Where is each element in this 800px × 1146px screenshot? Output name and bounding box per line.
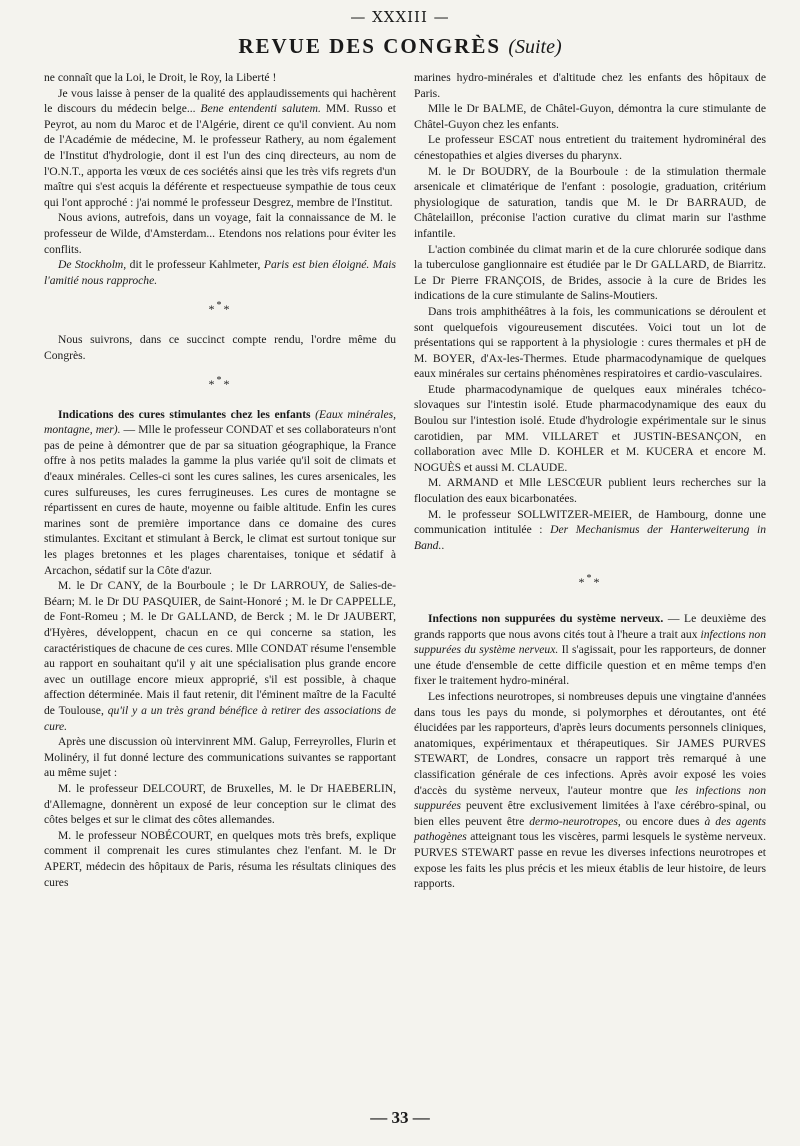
text-run: M. le professeur SOLLWITZER-MEIER, de Hambourg, donne une communication intitulée : <box>414 507 766 537</box>
paragraph: ne connaît que la Loi, le Droit, le Roy, la Liberté ! <box>44 71 277 84</box>
text-run: M. le Dr CANY, de la Bourboule ; le Dr LARROUY, de Salies-de-Béarn; M. le Dr DU PASQUIER, de Saint-Honoré ; M. le Dr CAPPELLE, de Font-Romeu ; M. le Dr GALLAND, de Berck ; M. le Dr JAUBERT, d'Hyères, développent, chacun en ce qui concerne sa station, les caractéristiques de chacune de ces cures. Mlle CONDAT résume l'ensemble au rapport en souhaitant qu'il y ait une spécialisation plus grande encore avec un outillage encore mieux approprié, s'il est possible, à chaque affection déterminée. Mais il faut retenir, dit l'éminent maître de la Faculté de Toulouse, <box>44 579 396 717</box>
page-number-bottom: — 33 — <box>370 1108 430 1127</box>
paragraph: Nous avions, autrefois, dans un voyage, fait la connaissance de M. le professeur de Wilde, d'Amsterdam... Etendons nos relations pour éviter les conflits. <box>44 211 396 256</box>
text-run-italic: infections non suppurées du système nerveux. <box>414 627 766 657</box>
paragraph: M. ARMAND et Mlle LESCŒUR publient leurs recherches sur la floculation des eaux bicarbonatées. <box>414 476 766 506</box>
section-heading: Infections non suppurées du système nerveux. <box>428 612 664 625</box>
paragraph <box>44 86 396 211</box>
text-run-italic: Bene entendenti salutem. <box>200 102 321 116</box>
paragraph: Nous suivrons, dans ce succinct compte rendu, l'ordre même du Congrès. <box>44 332 396 362</box>
text-run: peuvent être exclusivement limitées à l'axe cérébro-spinal, ou bien elles peuvent être <box>414 799 766 828</box>
paragraph: Après une discussion où intervinrent MM. Galup, Ferreyrolles, Flurin et Molinéry, il fut donné lecture des communications suivantes se rapportant au même sujet : <box>44 735 396 780</box>
paragraph: Etude pharmacodynamique de quelques eaux minérales tchéco-slovaques sur l'intestin isolé. Etude pharmacodynamique des eaux du Boulou sur l'intestion isolé. Etude d'hydrologie expérimentale sur le sinus carotidien, par MM. VILLARET et JUSTIN-BESANÇON, en collaboration avec Mlle D. KOHLER et M. KUCERA et encore M. NOGUÈS et aussi M. CLAUDE. <box>414 382 766 474</box>
text-run: . <box>441 538 445 552</box>
text-run-italic: (Eaux minérales, montagne, mer). <box>44 407 396 437</box>
paragraph: M. le Dr BOUDRY, de la Bourboule : de la stimulation thermale arsenicale et climatérique de l'enfant : posologie, graduation, critérium physiologique de saturation, tandis que M. le Dr BARRAUD, de Châtelaillon, préconise l'action curative du climat marin sur l'asthme infantile. <box>414 164 766 240</box>
text-run-italic: Paris est bien éloigné. Mais l'amitié nous rapproche. <box>44 258 396 287</box>
text-run-italic: De Stockholm, <box>58 258 127 272</box>
paragraph <box>44 407 396 579</box>
text-run-italic: les infections non suppurées <box>414 783 766 813</box>
text-run-italic: qu'il y a un très grand bénéfice à retirer des associations de cure. <box>44 703 396 733</box>
paragraph: Dans trois amphithéâtres à la fois, les communications se déroulent et sont quelquefois vigoureusement discutées. Voici tout un lot de présentations qui se rapportent à la physiologie : cures thermales et pH de M. BOYER, d'Ax-les-Thermes. Etude pharmacodynamique de quelques eaux minérales sur certains phénomènes respiratoires et cardio-vasculaires. <box>414 304 766 381</box>
text-run: dit le professeur Kahlmeter, <box>126 258 264 272</box>
paragraph: Le professeur ESCAT nous entretient du traitement hydrominéral des cénestopathies et algies diverses du pharynx. <box>414 133 766 162</box>
page-number-top: — XXXIII — <box>350 8 450 26</box>
paragraph <box>44 578 396 734</box>
paragraph: M. le professeur DELCOURT, de Bruxelles, M. le Dr HAEBERLIN, d'Allemagne, donnèrent un exposé de leur conception sur le climat des côtes belges et sur le climat des côtes allemandes. <box>44 781 396 827</box>
section-separator: *** <box>578 573 602 590</box>
running-title <box>0 34 800 59</box>
paragraph <box>414 689 766 892</box>
text-run-italic: dermo-neurotropes <box>529 814 618 828</box>
left-column <box>44 70 396 890</box>
running-title-suite: (Suite) <box>508 36 562 58</box>
paragraph: Mlle le Dr BALME, de Châtel-Guyon, démontra la cure stimulante de Châtel-Guyon chez les enfants. <box>414 102 766 131</box>
section-separator: *** <box>208 375 232 392</box>
text-run: — Mlle le professeur CONDAT et ses collaborateurs n'ont pas de peine à démontrer que de par sa situation géographique, la France offre à nos petits malades la gamme la plus variée qu'il soit de climats et d'eaux minérales. Celles-ci sont les cures salines, les cures arsenicales, les cures sulfureuses, les cures ferrugineuses. Les cures de montagne se répartissent en cures de haute, moyenne ou faible altitude. Enfin les cures marines sont de première importance dans ce domaine des cures stimulantes. Excitant et stimulant à Berck, le climat est surtout tonique sur les plages bretonnes et les plages charentaises, tonique et sédatif à Arcachon, sédatif sur la Côte d'azur. <box>44 423 396 577</box>
text-run: Je vous laisse à penser de la qualité des applaudissements qui hachèrent le discours du médecin belge... <box>44 86 396 116</box>
right-column <box>414 70 766 892</box>
paragraph <box>414 611 766 689</box>
section-separator: *** <box>208 300 232 317</box>
text-run: atteignant tous les viscères, parmi lesquels le système nerveux. PURVES STEWART passe en revue les diverses infections neurotropes et expose les faits les plus précis et les mieux établis de leur histoire, de leurs rapports. <box>414 830 766 891</box>
running-title-text: REVUE DES CONGRÈS <box>238 34 502 58</box>
paragraph: L'action combinée du climat marin et de la cure chlorurée sodique dans la tuberculose ganglionnaire est étudiée par le Dr GALLARD, de Biarritz. Le Dr Pierre FRANÇOIS, de Brides, associe à la cure de Brides les indications de la cure stimulante de Salins-Moutiers. <box>414 242 766 303</box>
text-run: Il s'agissait, pour les rapporteurs, de donner une étude d'ensemble de cette difficile question et en même temps d'en fixer le traitement hydro-minéral. <box>414 643 766 688</box>
text-run: — Le deuxième des grands rapports que nous avons cités tout à l'heure a trait aux <box>414 612 766 641</box>
section-heading: Indications des cures stimulantes chez les enfants <box>58 407 311 421</box>
text-run: Les infections neurotropes, si nombreuses depuis une vingtaine d'années dans tous les pays du monde, si polymorphes et déroutantes, ont été élucidées par les rapporteurs, d'après leurs documents personnels cliniques, anatomiques, expérimentaux et thérapeutiques. Sir JAMES PURVES STEWART, de Londres, consacre un rapport très remarqué à une classification générale de ces infections. Après avoir exposé les voies d'accès du système nerveux, l'auteur montre que <box>414 689 766 797</box>
paragraph <box>414 507 766 554</box>
text-run-italic: à des agents pathogènes <box>414 814 766 844</box>
paragraph: marines hydro-minérales et d'altitude chez les enfants des hôpitaux de Paris. <box>414 71 766 100</box>
text-run: MM. Russo et Peyrot, au nom du Maroc et de l'Algérie, dirent ce qu'il convient. Au nom de l'Académie de médecine, M. le professeur Rathery, au nom également de l'Institut d'hydrologie, dont il est l'un des cinq directeurs, au nom de l'O.N.T., apporta les vœux de ces sociétés ainsi que les très vifs regrets d'un maître qui s'est acquis la déférente et respectueuse sympathie de tous ceux qui l'ont approché : j'ai nommé le professeur Desgrez, membre de l'Institut. <box>44 102 396 209</box>
paragraph <box>44 257 396 288</box>
text-run-italic: Der Mechanismus der Hanterweiterung in Band. <box>414 523 766 552</box>
paragraph: M. le professeur NOBÉCOURT, en quelques mots très brefs, explique comment il comprenait les cures stimulantes chez l'enfant. M. le Dr APERT, médecin des hôpitaux de Paris, résuma les résultats cliniques des cures <box>44 828 396 889</box>
text-run: , ou encore dues <box>617 814 705 828</box>
